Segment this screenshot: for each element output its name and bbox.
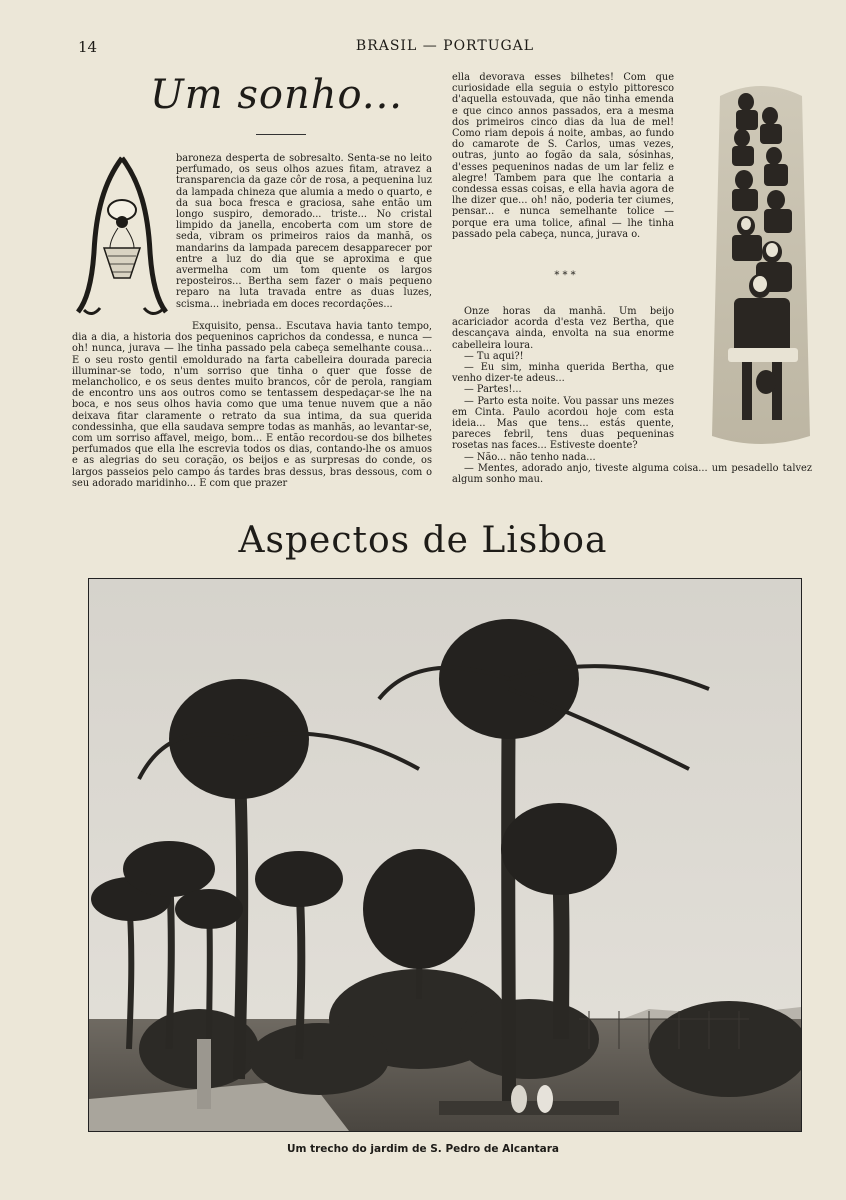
dialogue-line: — Não... não tenho nada... <box>464 451 596 463</box>
paragraph: baroneza desperta de sobresalto. Senta-se no leito perfumado, os seus olhos azues fitam, atravez a transparencia da gaze côr de rosa, a pequenina luz da lampada chineza que alumia a medo o quarto, e da sua boca fresca e graciosa, sahe então um longo suspiro, demorado... triste... No cristal limpido da janella, encoberta com um store de seda, vibram os primeiros raios da manhã, os mandarins da lampada parecem desapparecer por entre a luz do dia que se aproxima e que avermelha com um tom quente os largos reposteiros... Bertha sem fazer o mais pequeno reparo na luta travada entre as duas luzes, scisma... inebriada em doces recordações... <box>176 153 432 310</box>
article-column-d <box>452 306 812 486</box>
paragraph: Exquisito, pensa.. Escutava havia tanto tempo, dia a dia, a historia dos pequeninos caprichos da condessa, e nunca — oh! nunca, jurava — lhe tinha passado pela cabeça semelhante cousa... E o seu rosto gentil emoldurado na farta cabelleira dourada parecia illuminar-se todo, n'um sorriso que tinha o quer que fosse de melancholico, e os seus dentes muito brancos, côr de perola, rangiam de encontro uns aos outros como se tentassem despedaçar-se lhe na boca, e nos seus olhos havia como que uma tenue nuvem que a não deixava fitar claramente o retrato da sua intima, da sua querida condessinha, que ella saudava sempre todas as manhãs, ao levantar-se, com um sorriso affavel, meigo, bom... E então recordou-se dos bilhetes perfumados que ella lhe escrevia todos os dias, contando-lhe os amuos e as alegrias do seu coração, os beijos e as surpresas do conde, os largos passeios pelo campo ás tardes bras dessus, bras dessous, com o seu adorado maridinho... E com que prazer <box>72 321 432 489</box>
section-title: Aspectos de Lisboa <box>238 520 608 561</box>
dialogue-line: — Tu aqui?! <box>464 350 524 362</box>
article-column-b <box>72 321 432 489</box>
dialogue-line: — Parto esta noite. Vou passar uns mezes em Cinta. Paulo acordou hoje com esta ideia... Mas que tens... estás quente, pareces febril, tens duas pequeninas rosetas nas faces... Estiveste doente? <box>452 395 674 452</box>
section-break-stars: * * * <box>554 270 576 281</box>
group-photo <box>706 76 816 452</box>
dialogue-line: — Partes!... <box>464 384 522 396</box>
running-head: BRASIL — PORTUGAL <box>355 38 535 54</box>
paragraph: ella devorava esses bilhetes! Com que curiosidade ella seguia o estylo pittoresco d'aquella estouvada, que não tinha emenda e que cinco annos passados, era a mesma dos primeiros cinco dias da lua de mel! Como riam depois á noite, ambas, ao fundo do camarote de S. Carlos, umas vezes, outras, junto ao fogão da sala, sósinhas, d'esses pequeninos nadas de um lar feliz e alegre! Tambem para que lhe contaria a condessa essas coisas, e ella havia agora de lhe dizer que... oh! não, poderia ter ciumes, pensar... e nunca semelhante tolice — porque era uma tolice, afinal — lhe tinha passado pela cabeça, nunca, jurava o. <box>452 72 674 240</box>
dialogue-line: — Eu sim, minha querida Bertha, que venho dizer-te adeus... <box>452 362 674 385</box>
article-column-c <box>452 72 674 240</box>
article-column-a <box>176 153 432 310</box>
article-title: Um sonho... <box>150 72 404 118</box>
photo-caption: Um trecho do jardim de S. Pedro de Alcantara <box>286 1143 560 1155</box>
drop-cap-ornament <box>74 152 170 318</box>
page-number: 14 <box>78 38 98 56</box>
garden-photo <box>88 578 802 1132</box>
title-divider <box>256 134 306 135</box>
dialogue-line: — Mentes, adorado anjo, tiveste alguma coisa... um pesadello talvez algum sonho mau. <box>452 462 812 486</box>
paragraph: Onze horas da manhã. Um beijo acariciador acorda d'esta vez Bertha, que descançava ainda, envolta na sua enorme cabelleira loura. <box>452 306 674 351</box>
